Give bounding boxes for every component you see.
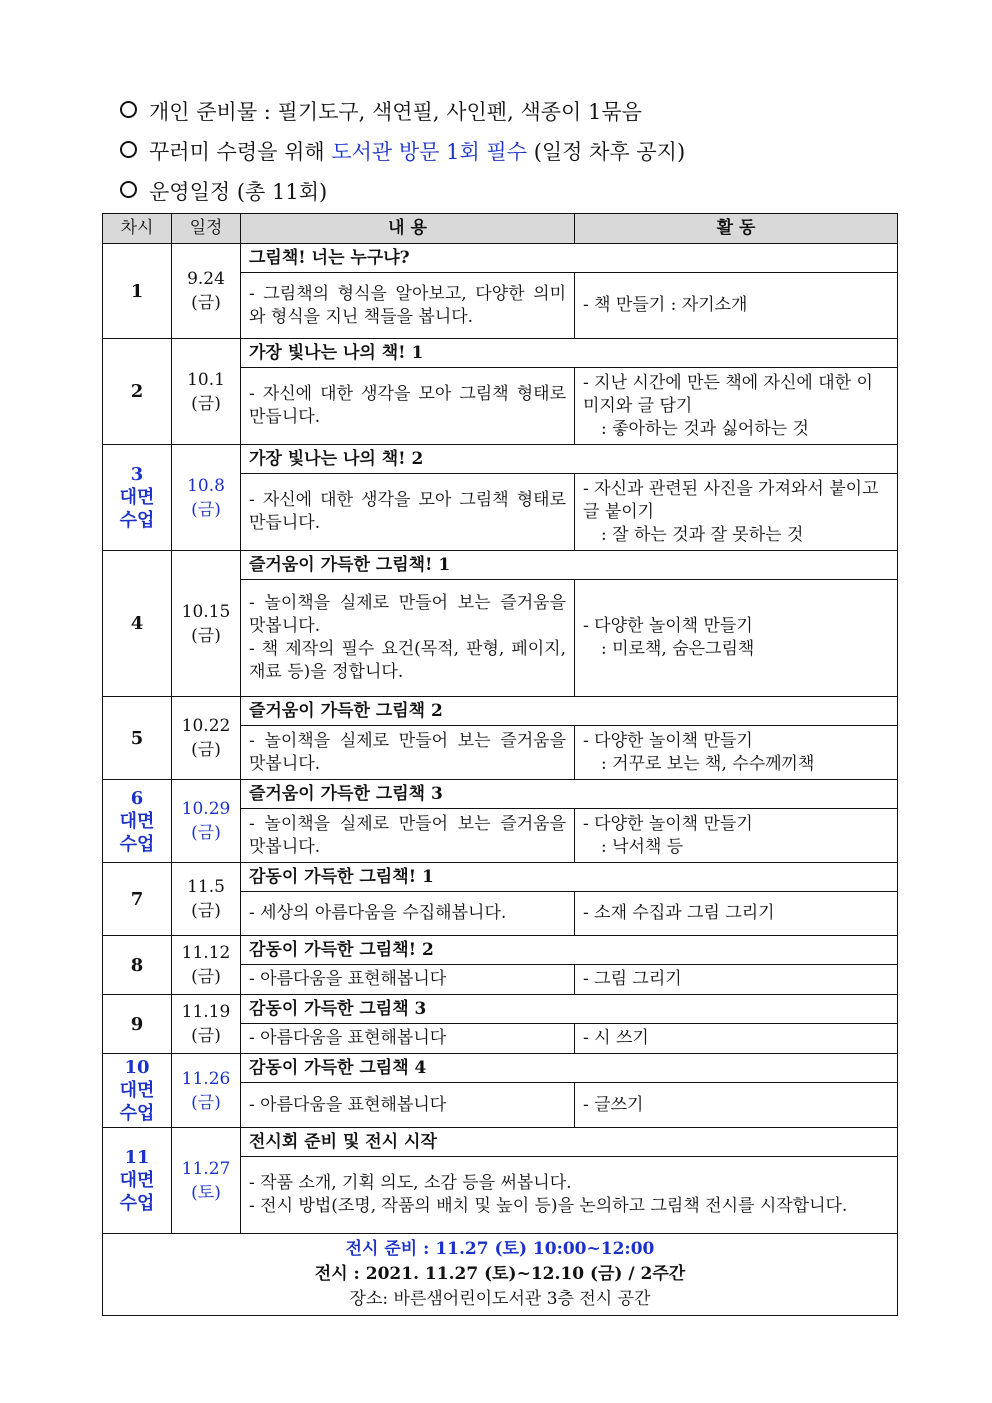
session-date: 10.22 (금)	[172, 697, 241, 780]
session-date: 11.12 (금)	[172, 936, 241, 995]
intro-item-schedule: 운영일정 (총 11회)	[120, 172, 685, 212]
table-header-row	[103, 214, 898, 244]
session-activity: - 다양한 놀이책 만들기 : 거꾸로 보는 책, 수수께끼책	[575, 726, 898, 780]
session-activity: - 다양한 놀이책 만들기 : 미로책, 숨은그림책	[575, 580, 898, 697]
header-activity: 활 동	[575, 214, 898, 244]
header-session: 차시	[103, 214, 172, 244]
table-row	[103, 995, 898, 1024]
session-activity: - 소재 수집과 그림 그리기	[575, 892, 898, 936]
circle-bullet-icon	[120, 181, 137, 198]
exhibition-place: 장소: 바른샘어린이도서관 3층 전시 공간	[349, 1289, 651, 1309]
table-row	[103, 339, 898, 368]
session-content: - 놀이책을 실제로 만들어 보는 즐거움을 맛봅니다.	[241, 809, 575, 863]
schedule-table	[102, 213, 898, 1316]
session-number: 5	[103, 697, 172, 780]
session-number: 7	[103, 863, 172, 936]
session-number: 9	[103, 995, 172, 1054]
session-date: 10.15 (금)	[172, 551, 241, 697]
session-content: - 작품 소개, 기획 의도, 소감 등을 써봅니다. - 전시 방법(조명, 작품의 배치 및 높이 등)을 논의하고 그림책 전시를 시작합니다.	[241, 1157, 898, 1234]
session-date: 11.19 (금)	[172, 995, 241, 1054]
table-row	[103, 244, 898, 273]
session-activity: - 책 만들기 : 자기소개	[575, 273, 898, 339]
session-number: 8	[103, 936, 172, 995]
session-date: 10.1 (금)	[172, 339, 241, 445]
session-date: 9.24 (금)	[172, 244, 241, 339]
session-activity: - 지난 시간에 만든 책에 자신에 대한 이미지와 글 담기 : 좋아하는 것과 싫어하는 것	[575, 368, 898, 445]
session-number: 4	[103, 551, 172, 697]
session-content: - 놀이책을 실제로 만들어 보는 즐거움을 맛봅니다. - 책 제작의 필수 요건(목적, 판형, 페이지, 재료 등)을 정합니다.	[241, 580, 575, 697]
session-title: 감동이 가득한 그림책! 2	[241, 936, 898, 965]
session-content: - 아름다움을 표현해봅니다	[241, 1083, 575, 1128]
session-title: 감동이 가득한 그림책 4	[241, 1054, 898, 1083]
session-date: 10.29 (금)	[172, 780, 241, 863]
session-content: - 놀이책을 실제로 만들어 보는 즐거움을 맛봅니다.	[241, 726, 575, 780]
session-activity: - 다양한 놀이책 만들기 : 낙서책 등	[575, 809, 898, 863]
exhibition-prep: 전시 준비 : 11.27 (토) 10:00~12:00	[345, 1239, 655, 1259]
table-row	[103, 697, 898, 726]
session-content: - 아름다움을 표현해봅니다	[241, 965, 575, 995]
session-title: 감동이 가득한 그림책 3	[241, 995, 898, 1024]
session-title: 전시회 준비 및 전시 시작	[241, 1128, 898, 1157]
table-row	[103, 1128, 898, 1157]
header-content: 내 용	[241, 214, 575, 244]
session-content: - 그림책의 형식을 알아보고, 다양한 의미와 형식을 지닌 책들을 봅니다.	[241, 273, 575, 339]
session-title: 즐거움이 가득한 그림책! 1	[241, 551, 898, 580]
session-activity: - 글쓰기	[575, 1083, 898, 1128]
table-row	[103, 1054, 898, 1083]
table-row	[103, 445, 898, 474]
circle-bullet-icon	[120, 141, 137, 158]
session-activity: - 시 쓰기	[575, 1024, 898, 1054]
session-title: 즐거움이 가득한 그림책 2	[241, 697, 898, 726]
session-number: 6 대면 수업	[103, 780, 172, 863]
table-row	[103, 863, 898, 892]
exhibition-footer-row	[103, 1234, 898, 1316]
session-date: 11.26 (금)	[172, 1054, 241, 1128]
session-number: 11 대면 수업	[103, 1128, 172, 1234]
session-title: 즐거움이 가득한 그림책 3	[241, 780, 898, 809]
session-title: 감동이 가득한 그림책! 1	[241, 863, 898, 892]
intro-item-visit: 꾸러미 수령을 위해 도서관 방문 1회 필수 (일정 차후 공지)	[120, 132, 685, 172]
exhibition-period: 전시 : 2021. 11.27 (토)~12.10 (금) / 2주간	[314, 1264, 686, 1284]
header-date: 일정	[172, 214, 241, 244]
session-content: - 자신에 대한 생각을 모아 그림책 형태로 만듭니다.	[241, 474, 575, 551]
session-activity: - 그림 그리기	[575, 965, 898, 995]
session-title: 가장 빛나는 나의 책! 1	[241, 339, 898, 368]
session-date: 11.5 (금)	[172, 863, 241, 936]
session-activity: - 자신과 관련된 사진을 가져와서 붙이고 글 붙이기 : 잘 하는 것과 잘 못하는 것	[575, 474, 898, 551]
exhibition-info	[103, 1234, 898, 1316]
session-number: 2	[103, 339, 172, 445]
table-row	[103, 780, 898, 809]
session-content: - 아름다움을 표현해봅니다	[241, 1024, 575, 1054]
session-content: - 자신에 대한 생각을 모아 그림책 형태로 만듭니다.	[241, 368, 575, 445]
session-number: 3 대면 수업	[103, 445, 172, 551]
session-number: 1	[103, 244, 172, 339]
session-content: - 세상의 아름다움을 수집해봅니다.	[241, 892, 575, 936]
table-row	[103, 551, 898, 580]
session-date: 11.27 (토)	[172, 1128, 241, 1234]
intro-item-supplies: 개인 준비물 : 필기도구, 색연필, 사인펜, 색종이 1묶음	[120, 92, 685, 132]
session-date: 10.8 (금)	[172, 445, 241, 551]
session-number: 10 대면 수업	[103, 1054, 172, 1128]
visit-highlight: 도서관 방문 1회 필수	[331, 140, 528, 164]
table-row	[103, 936, 898, 965]
session-title: 그림책! 너는 누구냐?	[241, 244, 898, 273]
intro-list	[120, 92, 685, 212]
session-title: 가장 빛나는 나의 책! 2	[241, 445, 898, 474]
circle-bullet-icon	[120, 101, 137, 118]
